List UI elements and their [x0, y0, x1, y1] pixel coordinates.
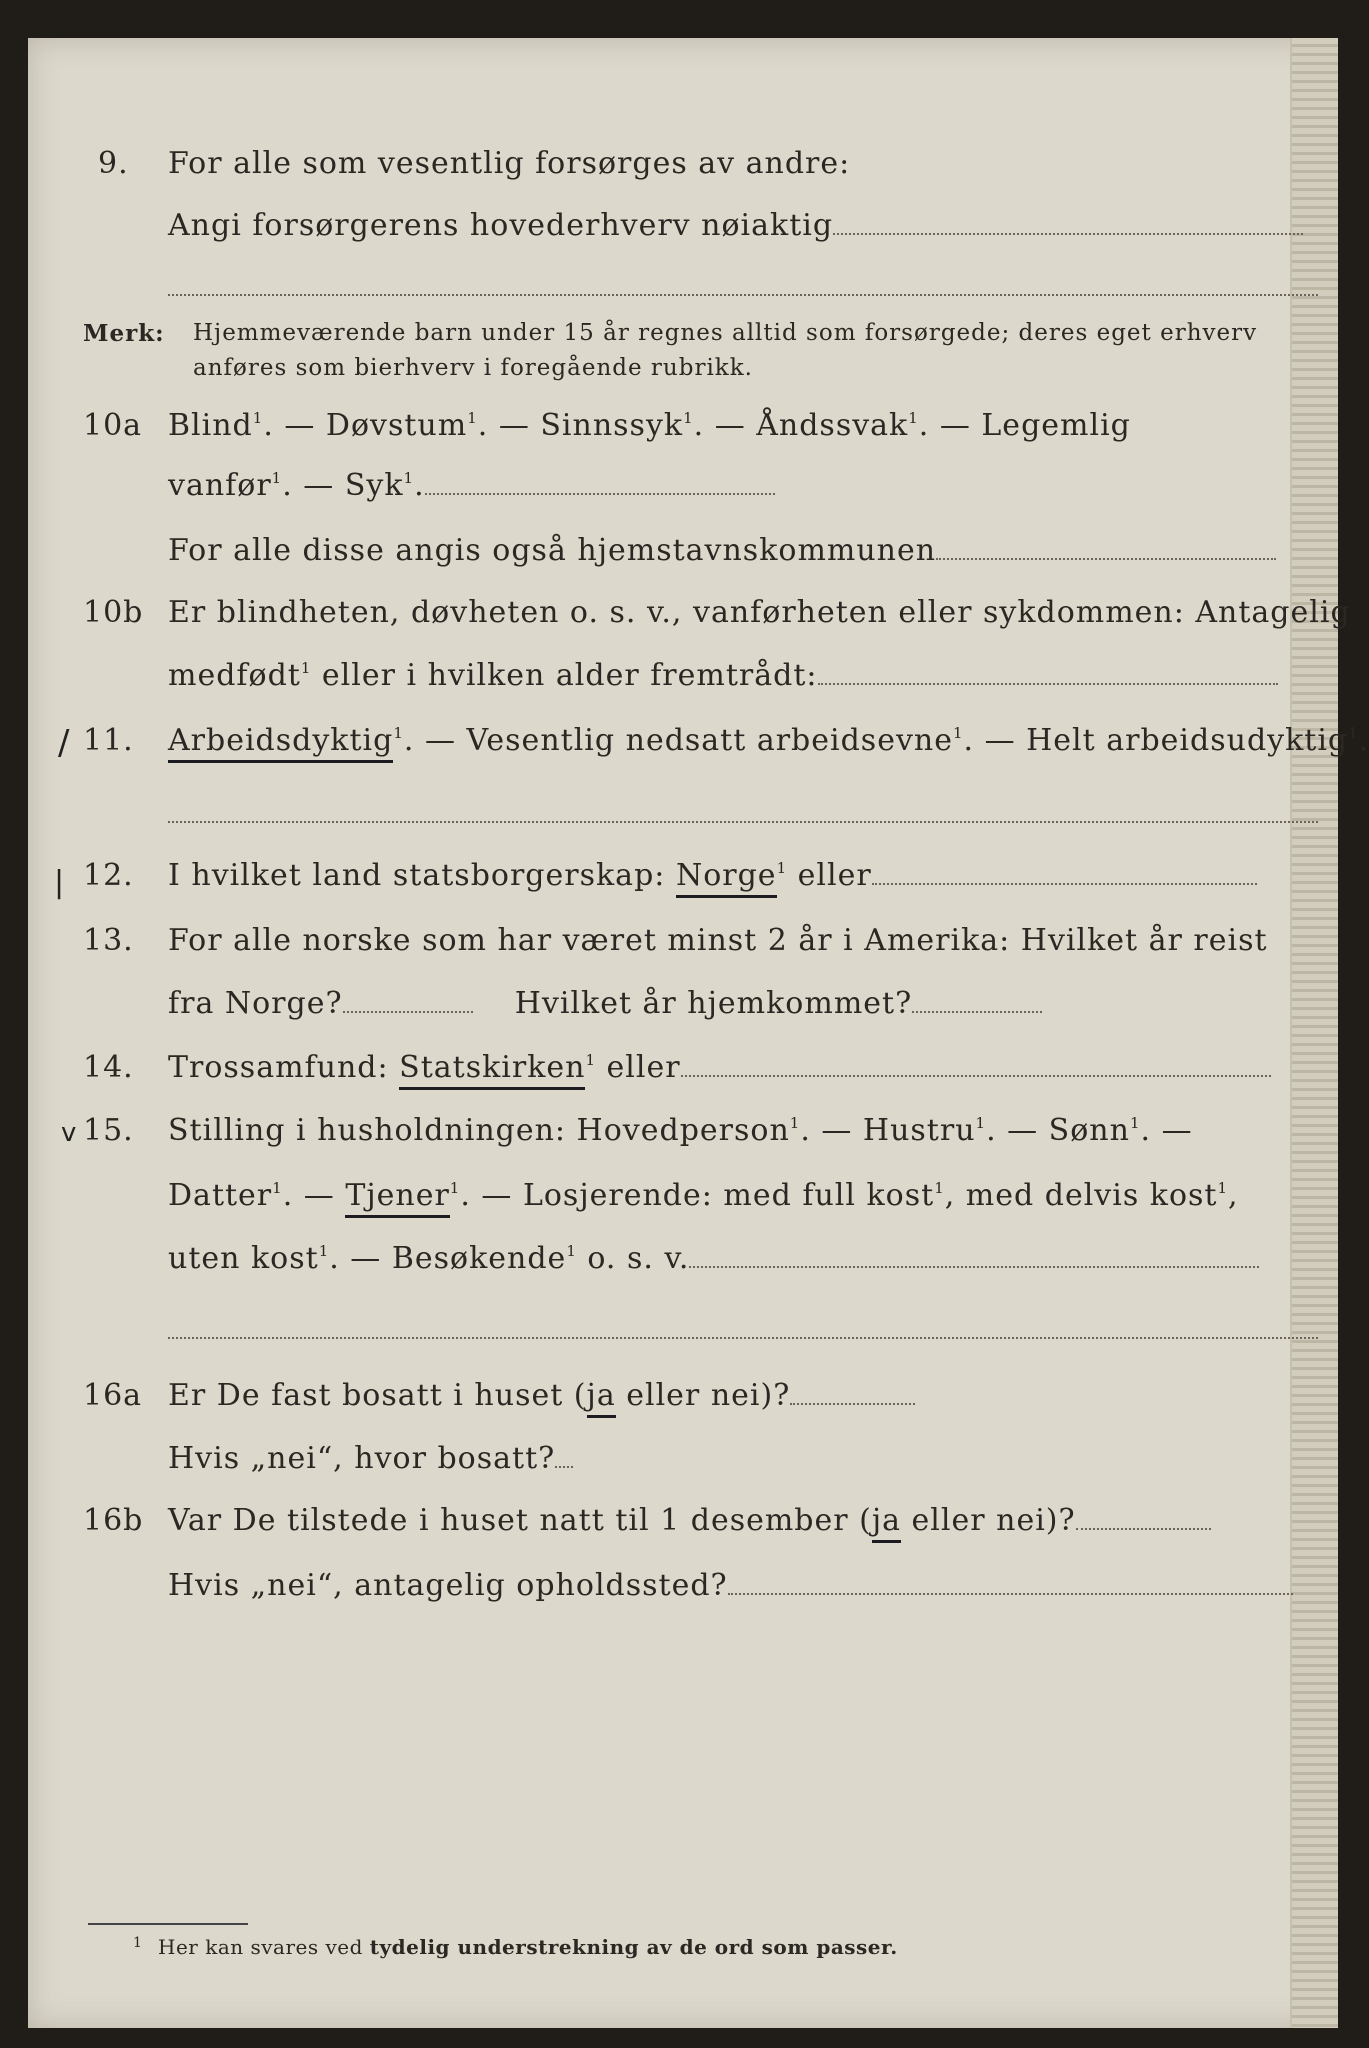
- answer-line: [872, 882, 1257, 885]
- answer-line: [681, 1074, 1271, 1077]
- answer-line: [343, 1010, 473, 1013]
- footnote-rule: [88, 1923, 248, 1925]
- q16b-text: Var De tilstede i huset natt til 1 desember (ja eller nei)?: [168, 1503, 1211, 1538]
- answer-line: [912, 1010, 1042, 1013]
- q16a-text-2: Hvis „nei“, hvor bosatt?: [168, 1441, 573, 1476]
- q10a-hometown: For alle disse angis også hjemstavnskommunen: [168, 533, 1276, 568]
- q15-text: Stilling i husholdningen: Hovedperson$^1$. — Hustru$^1$. — Sønn$^1$. —: [168, 1113, 1193, 1148]
- q15-text-3: uten kost$^1$. — Besøkende$^1$ o. s. v.: [168, 1241, 1259, 1276]
- merk-text-2: anføres som bierhverv i foregående rubrikk.: [193, 355, 753, 381]
- q13-text-2: fra Norge? Hvilket år hjemkommet?: [168, 986, 1042, 1021]
- q12-number: 12.: [83, 858, 134, 893]
- q9-text: For alle som vesentlig forsørges av andre:: [168, 146, 851, 181]
- underlined-answer: Arbeidsdyktig: [168, 723, 393, 763]
- q15-number: 15.: [83, 1113, 134, 1148]
- answer-line: [425, 492, 775, 495]
- q10b-text-2: medfødt$^1$ eller i hvilken alder fremtrådt:: [168, 658, 1278, 693]
- q10b-number: 10b: [83, 595, 144, 630]
- merk-text: Hjemmeværende barn under 15 år regnes alltid som forsørgede; deres eget erhverv: [193, 320, 1258, 346]
- answer-line: [790, 1402, 915, 1405]
- underlined-answer: ja: [587, 1378, 616, 1418]
- q10b-text: Er blindheten, døvheten o. s. v., vanførheten eller sykdommen: Antagelig: [168, 595, 1351, 630]
- q16a-number: 16a: [83, 1378, 143, 1413]
- q12-text: I hvilket land statsborgerskap: Norge$^1$ eller: [168, 858, 1257, 893]
- q10a-options: Blind$^1$. — Døvstum$^1$. — Sinnssyk$^1$. — Åndssvak$^1$. — Legemlig: [168, 408, 1131, 443]
- census-form-page: [28, 38, 1369, 2028]
- q10a-options-2: vanfør$^1$. — Syk$^1$.: [168, 468, 775, 503]
- perforated-edge: [1290, 38, 1338, 2028]
- q11-extra-line: [168, 820, 1318, 823]
- q9-extra-line: [168, 293, 1318, 296]
- answer-line: [689, 1265, 1259, 1268]
- q15-extra-line: [168, 1336, 1318, 1339]
- underlined-answer: ja: [872, 1503, 901, 1543]
- answer-line: [1076, 1527, 1211, 1530]
- footnote-mark: 1: [133, 1935, 143, 1951]
- q9-instruction: Angi forsørgerens hovederhverv nøiaktig: [168, 208, 1303, 243]
- q9-number: 9.: [98, 146, 129, 181]
- q10a-number: 10a: [83, 408, 143, 443]
- q14-number: 14.: [83, 1050, 134, 1085]
- answer-line: [833, 232, 1303, 235]
- q15-text-2: Datter$^1$. — Tjener$^1$. — Losjerende: med full kost$^1$, med delvis kost$^1$,: [168, 1178, 1239, 1213]
- answer-line: [728, 1592, 1293, 1595]
- q16b-text-2: Hvis „nei“, antagelig opholdssted?: [168, 1568, 1293, 1603]
- underlined-answer: Tjener: [345, 1178, 449, 1218]
- pencil-tick-mark: |: [54, 865, 65, 900]
- underlined-answer: Norge: [676, 858, 777, 898]
- q16b-number: 16b: [83, 1503, 144, 1538]
- q13-number: 13.: [83, 923, 134, 958]
- q11-options: Arbeidsdyktig$^1$. — Vesentlig nedsatt arbeidsevne$^1$. — Helt arbeidsudyktig$^1$.: [168, 723, 1369, 758]
- q13-text: For alle norske som har været minst 2 år i Amerika: Hvilket år reist: [168, 923, 1268, 958]
- pencil-tick-mark: /: [58, 723, 70, 763]
- merk-label: Merk:: [83, 320, 165, 347]
- check-mark: v: [61, 1118, 77, 1148]
- footnote-text: Her kan svares ved tydelig understrekning av de ord som passer.: [158, 1935, 898, 1959]
- q14-text: Trossamfund: Statskirken$^1$ eller: [168, 1050, 1271, 1085]
- q11-number: 11.: [83, 723, 134, 758]
- answer-line: [936, 557, 1276, 560]
- q16a-text: Er De fast bosatt i huset (ja eller nei)?: [168, 1378, 915, 1413]
- underlined-answer: Statskirken: [399, 1050, 585, 1090]
- answer-line: [818, 682, 1278, 685]
- answer-line: [555, 1465, 573, 1468]
